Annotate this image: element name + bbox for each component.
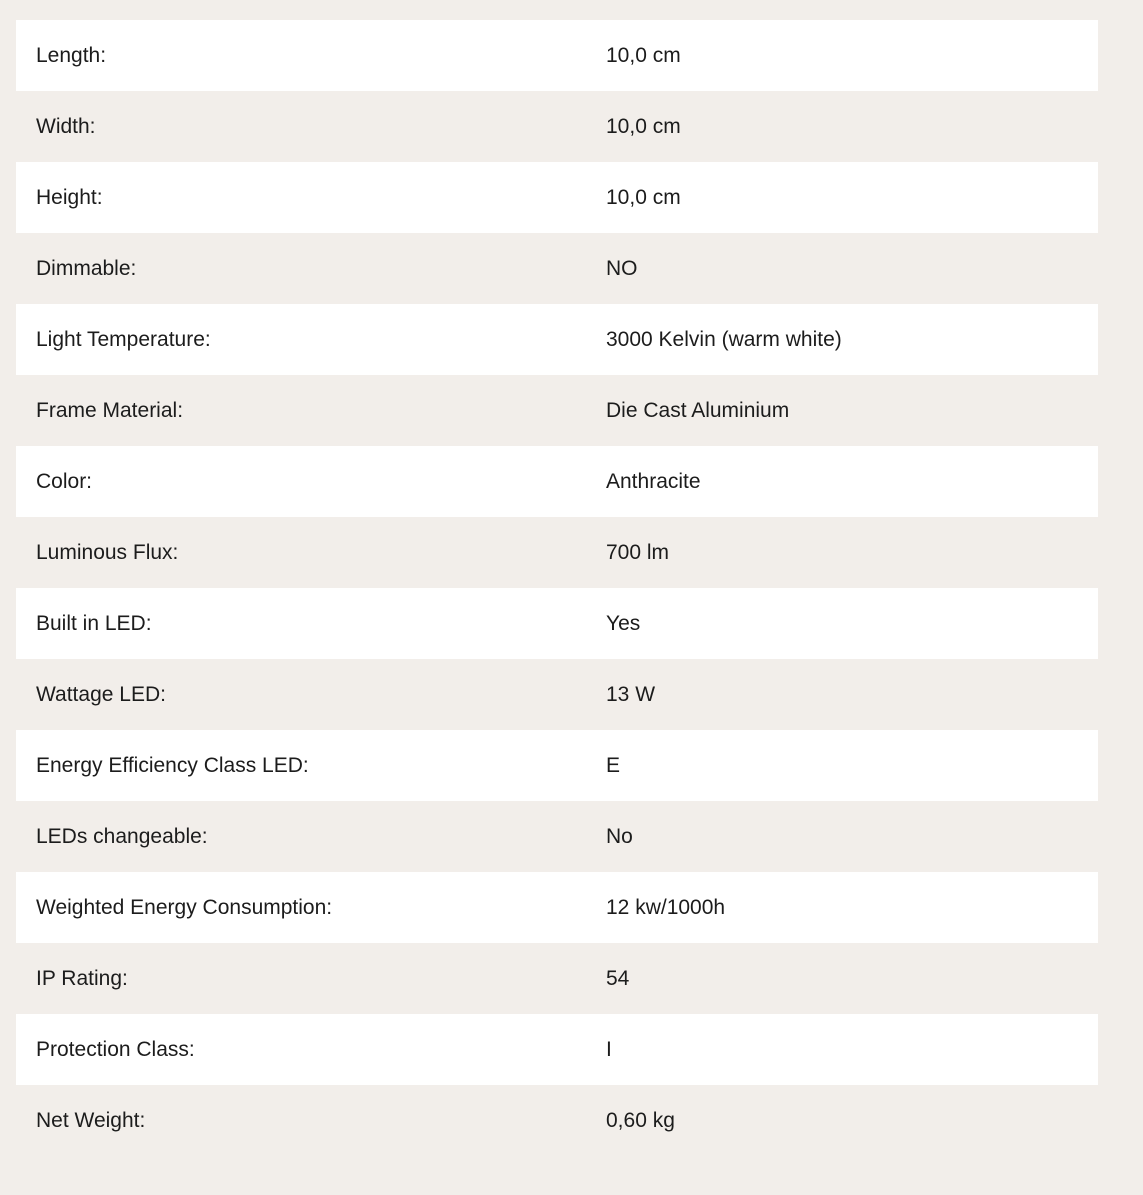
spec-value: 3000 Kelvin (warm white) [606,327,842,351]
spec-value: Anthracite [606,469,701,493]
spec-label: Color: [36,469,93,493]
spec-value: 700 lm [606,540,670,564]
spec-label: Protection Class: [36,1037,195,1061]
spec-value: 54 [606,966,630,990]
spec-value: Yes [606,611,641,635]
spec-row-net-weight [16,1085,1098,1156]
spec-label: Length: [36,43,107,67]
spec-row-height [16,162,1098,233]
spec-value: 13 W [606,682,656,706]
spec-table [16,20,1098,1156]
spec-label: Dimmable: [36,256,137,280]
spec-row-length [16,20,1098,91]
spec-row-luminous-flux [16,517,1098,588]
spec-label: Luminous Flux: [36,540,179,564]
spec-value: No [606,824,633,848]
spec-row-weighted-energy-consumption [16,872,1098,943]
spec-label: IP Rating: [36,966,128,990]
spec-row-wattage-led [16,659,1098,730]
spec-value: 12 kw/1000h [606,895,726,919]
spec-row-color [16,446,1098,517]
spec-row-width [16,91,1098,162]
spec-label: Built in LED: [36,611,152,635]
spec-row-light-temperature [16,304,1098,375]
spec-label: Width: [36,114,96,138]
spec-row-ip-rating [16,943,1098,1014]
spec-row-frame-material [16,375,1098,446]
spec-label: Weighted Energy Consumption: [36,895,333,919]
spec-row-energy-efficiency-class [16,730,1098,801]
spec-row-dimmable [16,233,1098,304]
spec-row-leds-changeable [16,801,1098,872]
spec-label: Wattage LED: [36,682,166,706]
spec-value: NO [606,256,638,280]
spec-value: E [606,753,621,777]
spec-value: Die Cast Aluminium [606,398,790,422]
spec-label: Frame Material: [36,398,184,422]
spec-label: Light Temperature: [36,327,211,351]
spec-value: 10,0 cm [606,185,681,209]
spec-value: 10,0 cm [606,114,681,138]
spec-label: Net Weight: [36,1108,146,1132]
spec-row-built-in-led [16,588,1098,659]
spec-label: LEDs changeable: [36,824,208,848]
spec-label: Height: [36,185,103,209]
spec-row-protection-class [16,1014,1098,1085]
spec-value: I [606,1037,612,1061]
spec-label: Energy Efficiency Class LED: [36,753,309,777]
spec-value: 0,60 kg [606,1108,675,1132]
spec-value: 10,0 cm [606,43,681,67]
